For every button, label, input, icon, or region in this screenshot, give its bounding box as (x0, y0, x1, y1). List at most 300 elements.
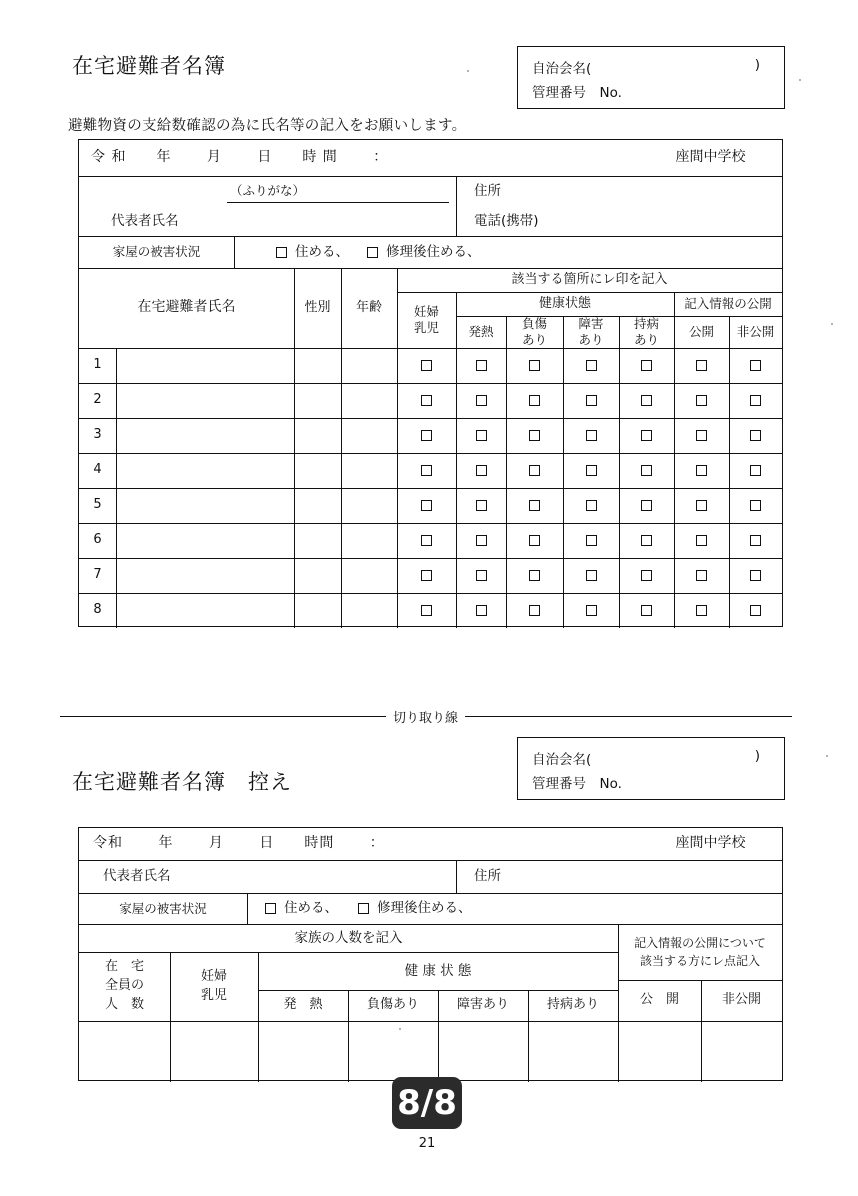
checkbox-glyph[interactable] (696, 500, 707, 511)
lower-document-title: 在宅避難者名簿 控え (72, 770, 292, 794)
upper-row-divider (619, 348, 620, 383)
checkbox-glyph[interactable] (421, 535, 432, 546)
upper-row-divider (341, 348, 342, 383)
checkbox-glyph[interactable] (641, 395, 652, 406)
checkbox-glyph[interactable] (529, 500, 540, 511)
checkbox-glyph[interactable] (529, 465, 540, 476)
upper-row-divider (506, 523, 507, 558)
upper-fever-checkbox-4[interactable] (456, 453, 506, 488)
upper-row-divider (341, 593, 342, 628)
upper-date-line: 令 和 年 月 日 時 間 ： (91, 149, 389, 166)
upper-row-divider (619, 523, 620, 558)
upper-name-field-7[interactable] (116, 558, 294, 593)
page-badge: 8/8 (392, 1077, 462, 1129)
checkbox-glyph[interactable] (750, 465, 761, 476)
upper-association-name-label: 自治会名( (532, 61, 592, 77)
lower-th-disclosure-note (618, 924, 782, 980)
upper-row-divider (729, 453, 730, 488)
upper-row-divider (506, 488, 507, 523)
upper-chronic-checkbox-6[interactable] (619, 523, 674, 558)
checkbox-glyph[interactable] (529, 360, 540, 371)
checkbox-glyph[interactable] (586, 605, 597, 616)
upper-private-checkbox-7[interactable] (729, 558, 782, 593)
upper-damage-label: 家屋の被害状況 (112, 244, 201, 260)
upper-row-divider (397, 593, 398, 628)
checkbox-glyph[interactable] (476, 605, 487, 616)
upper-row-divider (619, 418, 620, 453)
upper-row-divider (294, 523, 295, 558)
upper-row-number-3: 3 (93, 427, 102, 443)
checkbox-glyph[interactable] (696, 605, 707, 616)
checkbox-glyph[interactable] (476, 500, 487, 511)
upper-chronic-checkbox-1[interactable] (619, 348, 674, 383)
upper-public-checkbox-5[interactable] (674, 488, 729, 523)
upper-row-number-6: 6 (93, 532, 102, 548)
lower-th-disclosure-note-l1: 記入情報の公開について (634, 936, 766, 950)
upper-row-divider (341, 418, 342, 453)
lower-th-infant: 乳児 (200, 987, 227, 1003)
upper-row-divider (674, 453, 675, 488)
upper-th-chronic (619, 316, 674, 348)
lower-association-name-label: 自治会名( (532, 752, 592, 768)
upper-injury-checkbox-4[interactable] (506, 453, 563, 488)
lower-repairable-checkbox[interactable] (358, 903, 369, 914)
checkbox-glyph[interactable] (586, 500, 597, 511)
lower-entry-fever[interactable] (258, 1021, 348, 1082)
upper-row-divider (563, 453, 564, 488)
upper-disability-checkbox-1[interactable] (563, 348, 619, 383)
upper-th-injury-l2: あり (521, 332, 547, 347)
checkbox-glyph[interactable] (476, 465, 487, 476)
upper-pregnant-infant-checkbox-6[interactable] (397, 523, 456, 558)
upper-row-divider (456, 558, 457, 593)
scan-speck (399, 1028, 401, 1030)
upper-public-checkbox-2[interactable] (674, 383, 729, 418)
upper-disability-checkbox-5[interactable] (563, 488, 619, 523)
upper-th-disclosure-group: 記入情報の公開 (684, 296, 772, 312)
checkbox-glyph[interactable] (529, 570, 540, 581)
upper-age-field-6[interactable] (341, 523, 397, 558)
upper-th-health-status: 健康状態 (538, 295, 591, 311)
upper-row-divider (116, 453, 117, 488)
upper-row-divider (619, 488, 620, 523)
upper-age-field-8[interactable] (341, 593, 397, 628)
upper-fever-checkbox-8[interactable] (456, 593, 506, 628)
lower-th-household-total (79, 952, 170, 1021)
upper-name-field-2[interactable] (116, 383, 294, 418)
checkbox-glyph[interactable] (750, 500, 761, 511)
upper-row-divider (294, 418, 295, 453)
upper-livable-label: 住める、 (295, 243, 349, 260)
lower-school-name: 座間中学校 (675, 835, 746, 852)
checkbox-glyph[interactable] (696, 465, 707, 476)
upper-row-divider (456, 348, 457, 383)
upper-row-divider (674, 523, 675, 558)
lower-entry-injury[interactable] (348, 1021, 438, 1082)
upper-private-checkbox-4[interactable] (729, 453, 782, 488)
upper-name-field-8[interactable] (116, 593, 294, 628)
upper-row-divider (456, 418, 457, 453)
lower-entry-household-total[interactable] (79, 1021, 170, 1082)
upper-name-field-3[interactable] (116, 418, 294, 453)
upper-age-field-3[interactable] (341, 418, 397, 453)
upper-row-divider (563, 558, 564, 593)
lower-th-disclosure-note-l2: 該当する方にレ点記入 (639, 954, 760, 968)
upper-disability-checkbox-7[interactable] (563, 558, 619, 593)
upper-age-field-2[interactable] (341, 383, 397, 418)
lower-repairable-label: 修理後住める、 (377, 900, 472, 917)
upper-row-divider (729, 418, 730, 453)
lower-th-private: 非公開 (721, 992, 761, 1008)
checkbox-glyph[interactable] (529, 430, 540, 441)
upper-th-infant: 乳児 (413, 320, 439, 335)
lower-th-pregnant-infant (170, 952, 258, 1021)
upper-address-label: 住所 (474, 182, 501, 199)
upper-th-fever: 発熱 (468, 324, 494, 340)
upper-disability-checkbox-8[interactable] (563, 593, 619, 628)
upper-row-divider (397, 453, 398, 488)
upper-form-table (78, 139, 783, 627)
checkbox-glyph[interactable] (586, 430, 597, 441)
upper-row-number-7: 7 (93, 567, 102, 583)
upper-control-number-label: 管理番号 No. (532, 85, 622, 101)
checkbox-glyph[interactable] (586, 395, 597, 406)
upper-injury-checkbox-6[interactable] (506, 523, 563, 558)
upper-th-disability-l2: あり (578, 332, 604, 347)
upper-fever-checkbox-3[interactable] (456, 418, 506, 453)
upper-th-chronic-l2: あり (633, 332, 659, 347)
checkbox-glyph[interactable] (696, 430, 707, 441)
upper-row-divider (456, 488, 457, 523)
checkbox-glyph[interactable] (641, 605, 652, 616)
upper-row-divider (729, 348, 730, 383)
upper-row-divider (674, 593, 675, 628)
upper-row-divider (456, 593, 457, 628)
lower-livable-checkbox[interactable] (265, 903, 276, 914)
upper-private-checkbox-3[interactable] (729, 418, 782, 453)
upper-injury-checkbox-3[interactable] (506, 418, 563, 453)
checkbox-glyph[interactable] (476, 395, 487, 406)
upper-fever-checkbox-6[interactable] (456, 523, 506, 558)
upper-disability-checkbox-4[interactable] (563, 453, 619, 488)
lower-th-pregnant: 妊婦 (200, 968, 227, 984)
upper-disability-checkbox-3[interactable] (563, 418, 619, 453)
upper-row-divider (619, 593, 620, 628)
upper-furigana-input-line[interactable] (227, 202, 449, 203)
upper-row-divider (294, 558, 295, 593)
upper-th-pregnant: 妊婦 (413, 304, 439, 320)
upper-public-checkbox-1[interactable] (674, 348, 729, 383)
lower-entry-chronic[interactable] (528, 1021, 618, 1082)
lower-th-household-total-l2: 全員の (104, 978, 144, 994)
lower-damage-options (247, 893, 782, 924)
lower-entry-private[interactable] (701, 1021, 782, 1082)
checkbox-glyph[interactable] (696, 395, 707, 406)
upper-fever-checkbox-2[interactable] (456, 383, 506, 418)
upper-gender-field-4[interactable] (294, 453, 341, 488)
upper-private-checkbox-5[interactable] (729, 488, 782, 523)
cut-line-label: 切り取り線 (386, 707, 465, 726)
upper-row-divider (619, 558, 620, 593)
lower-entry-disability[interactable] (438, 1021, 528, 1082)
upper-row-number-5: 5 (93, 497, 102, 513)
upper-row-divider (294, 348, 295, 383)
lower-th-public: 公 開 (639, 992, 679, 1008)
upper-private-checkbox-6[interactable] (729, 523, 782, 558)
checkbox-glyph[interactable] (421, 430, 432, 441)
upper-row-number-2: 2 (93, 392, 102, 408)
upper-gender-field-6[interactable] (294, 523, 341, 558)
upper-age-field-4[interactable] (341, 453, 397, 488)
upper-age-field-5[interactable] (341, 488, 397, 523)
upper-injury-checkbox-7[interactable] (506, 558, 563, 593)
checkbox-glyph[interactable] (750, 395, 761, 406)
upper-row-divider (397, 348, 398, 383)
upper-th-disability-l1: 障害 (578, 316, 604, 332)
upper-row-divider (563, 348, 564, 383)
upper-injury-checkbox-5[interactable] (506, 488, 563, 523)
upper-th-injury (506, 316, 563, 348)
upper-row-number-4: 4 (93, 462, 102, 478)
upper-school-name: 座間中学校 (675, 149, 746, 166)
upper-pregnant-infant-checkbox-8[interactable] (397, 593, 456, 628)
upper-gender-field-1[interactable] (294, 348, 341, 383)
upper-fever-checkbox-1[interactable] (456, 348, 506, 383)
upper-row-divider (116, 418, 117, 453)
upper-row-divider (506, 418, 507, 453)
upper-name-field-1[interactable] (116, 348, 294, 383)
upper-row-divider (397, 523, 398, 558)
upper-row-divider (397, 488, 398, 523)
checkbox-glyph[interactable] (586, 360, 597, 371)
upper-public-checkbox-3[interactable] (674, 418, 729, 453)
upper-row-divider (397, 383, 398, 418)
upper-row-divider (341, 453, 342, 488)
upper-row-number-8: 8 (93, 602, 102, 618)
upper-private-checkbox-1[interactable] (729, 348, 782, 383)
upper-name-field-4[interactable] (116, 453, 294, 488)
upper-pregnant-infant-checkbox-4[interactable] (397, 453, 456, 488)
checkbox-glyph[interactable] (421, 465, 432, 476)
upper-name-field-5[interactable] (116, 488, 294, 523)
lower-th-family-count: 家族の人数を記入 (294, 929, 403, 946)
upper-row-divider (506, 593, 507, 628)
upper-injury-checkbox-8[interactable] (506, 593, 563, 628)
lower-association-box (517, 737, 785, 800)
upper-representative-label: 代表者氏名 (111, 212, 179, 229)
upper-association-box (517, 46, 785, 109)
lower-entry-public[interactable] (618, 1021, 701, 1082)
upper-th-injury-l1: 負傷 (521, 316, 547, 332)
upper-phone-label: 電話(携帯) (474, 212, 539, 229)
upper-row-divider (674, 488, 675, 523)
checkbox-glyph[interactable] (529, 535, 540, 546)
checkbox-glyph[interactable] (586, 570, 597, 581)
upper-row-divider (341, 523, 342, 558)
upper-age-field-1[interactable] (341, 348, 397, 383)
checkbox-glyph[interactable] (641, 500, 652, 511)
lower-th-household-total-l1: 在 宅 (104, 959, 144, 975)
upper-th-age: 年齢 (355, 299, 382, 315)
upper-row-divider (563, 593, 564, 628)
upper-row-divider (341, 488, 342, 523)
checkbox-glyph[interactable] (641, 360, 652, 371)
upper-furigana-label: （ふりがな） (229, 183, 305, 199)
upper-row-divider (674, 418, 675, 453)
upper-th-gender: 性別 (304, 299, 331, 315)
upper-row-divider (116, 593, 117, 628)
upper-private-checkbox-2[interactable] (729, 383, 782, 418)
upper-chronic-checkbox-5[interactable] (619, 488, 674, 523)
upper-row-divider (563, 523, 564, 558)
upper-row-divider (563, 488, 564, 523)
checkbox-glyph[interactable] (750, 570, 761, 581)
checkbox-glyph[interactable] (641, 465, 652, 476)
checkbox-glyph[interactable] (750, 605, 761, 616)
checkbox-glyph[interactable] (421, 605, 432, 616)
upper-disability-checkbox-6[interactable] (563, 523, 619, 558)
upper-row-divider (116, 488, 117, 523)
checkbox-glyph[interactable] (586, 465, 597, 476)
checkbox-glyph[interactable] (641, 430, 652, 441)
scan-speck (799, 79, 801, 81)
lower-th-chronic: 持病あり (546, 997, 599, 1013)
upper-pregnant-infant-checkbox-2[interactable] (397, 383, 456, 418)
upper-public-checkbox-6[interactable] (674, 523, 729, 558)
lower-th-injury: 負傷あり (366, 997, 419, 1013)
upper-public-checkbox-8[interactable] (674, 593, 729, 628)
checkbox-glyph[interactable] (476, 570, 487, 581)
checkbox-glyph[interactable] (696, 360, 707, 371)
upper-pregnant-infant-checkbox-3[interactable] (397, 418, 456, 453)
upper-gender-field-5[interactable] (294, 488, 341, 523)
upper-th-public: 公開 (688, 324, 714, 340)
upper-chronic-checkbox-7[interactable] (619, 558, 674, 593)
upper-row-divider (729, 488, 730, 523)
upper-chronic-checkbox-4[interactable] (619, 453, 674, 488)
upper-th-disability (563, 316, 619, 348)
lower-entry-pregnant-infant[interactable] (170, 1021, 258, 1082)
upper-gender-field-7[interactable] (294, 558, 341, 593)
lower-th-fever: 発 熱 (283, 997, 323, 1013)
lower-livable-label: 住める、 (284, 900, 338, 917)
checkbox-glyph[interactable] (529, 395, 540, 406)
upper-damage-options (234, 236, 782, 268)
upper-chronic-checkbox-8[interactable] (619, 593, 674, 628)
upper-row-divider (506, 558, 507, 593)
upper-chronic-checkbox-3[interactable] (619, 418, 674, 453)
checkbox-glyph[interactable] (476, 360, 487, 371)
upper-injury-checkbox-1[interactable] (506, 348, 563, 383)
upper-row-divider (397, 558, 398, 593)
upper-row-divider (294, 453, 295, 488)
upper-name-field-6[interactable] (116, 523, 294, 558)
upper-row-divider (341, 558, 342, 593)
checkbox-glyph[interactable] (586, 535, 597, 546)
upper-pregnant-infant-checkbox-7[interactable] (397, 558, 456, 593)
checkbox-glyph[interactable] (421, 395, 432, 406)
checkbox-glyph[interactable] (476, 430, 487, 441)
upper-injury-checkbox-2[interactable] (506, 383, 563, 418)
upper-row-divider (294, 593, 295, 628)
upper-th-check-instruction: 該当する箇所にレ印を記入 (511, 271, 668, 287)
upper-document-title: 在宅避難者名簿 (72, 54, 226, 78)
checkbox-glyph[interactable] (421, 500, 432, 511)
lower-representative-label: 代表者氏名 (103, 868, 171, 885)
upper-repairable-checkbox[interactable] (367, 247, 378, 258)
upper-row-divider (506, 383, 507, 418)
upper-row-divider (116, 348, 117, 383)
upper-association-paren-close: ) (754, 57, 760, 73)
upper-row-divider (341, 383, 342, 418)
checkbox-glyph[interactable] (696, 570, 707, 581)
checkbox-glyph[interactable] (696, 535, 707, 546)
upper-row-divider (506, 453, 507, 488)
lower-date-line: 令和 年 月 日 時間 ： (93, 835, 385, 852)
upper-row-divider (294, 383, 295, 418)
checkbox-glyph[interactable] (421, 360, 432, 371)
upper-fever-checkbox-7[interactable] (456, 558, 506, 593)
scan-speck (826, 755, 828, 757)
checkbox-glyph[interactable] (750, 535, 761, 546)
upper-private-checkbox-8[interactable] (729, 593, 782, 628)
upper-row-divider (294, 488, 295, 523)
upper-gender-field-2[interactable] (294, 383, 341, 418)
upper-row-divider (674, 558, 675, 593)
upper-gender-field-3[interactable] (294, 418, 341, 453)
upper-row-divider (563, 383, 564, 418)
upper-row-divider (506, 348, 507, 383)
upper-livable-checkbox[interactable] (276, 247, 287, 258)
checkbox-glyph[interactable] (750, 430, 761, 441)
upper-age-field-7[interactable] (341, 558, 397, 593)
lower-th-health-status: 健 康 状 態 (404, 962, 472, 979)
upper-public-checkbox-4[interactable] (674, 453, 729, 488)
upper-row-divider (729, 383, 730, 418)
upper-row-divider (397, 418, 398, 453)
checkbox-glyph[interactable] (641, 535, 652, 546)
upper-fever-checkbox-5[interactable] (456, 488, 506, 523)
lower-association-paren-close: ) (754, 748, 760, 764)
upper-row-number-1: 1 (93, 357, 102, 373)
upper-row-divider (563, 418, 564, 453)
upper-row-divider (729, 523, 730, 558)
upper-chronic-checkbox-2[interactable] (619, 383, 674, 418)
checkbox-glyph[interactable] (750, 360, 761, 371)
checkbox-glyph[interactable] (421, 570, 432, 581)
checkbox-glyph[interactable] (476, 535, 487, 546)
upper-row-divider (619, 383, 620, 418)
upper-gender-field-8[interactable] (294, 593, 341, 628)
lower-address-label: 住所 (474, 868, 501, 885)
upper-row-divider (456, 523, 457, 558)
upper-th-private: 非公開 (736, 324, 775, 340)
upper-th-chronic-l1: 持病 (633, 316, 659, 332)
upper-repairable-label: 修理後住める、 (386, 243, 481, 260)
upper-row-divider (116, 383, 117, 418)
upper-row-divider (674, 348, 675, 383)
lower-th-disability: 障害あり (456, 997, 509, 1013)
upper-row-divider (116, 558, 117, 593)
upper-pregnant-infant-checkbox-1[interactable] (397, 348, 456, 383)
upper-th-name: 在宅避難者氏名 (137, 299, 236, 316)
upper-row-divider (729, 593, 730, 628)
upper-public-checkbox-7[interactable] (674, 558, 729, 593)
upper-disability-checkbox-2[interactable] (563, 383, 619, 418)
upper-pregnant-infant-checkbox-5[interactable] (397, 488, 456, 523)
checkbox-glyph[interactable] (641, 570, 652, 581)
checkbox-glyph[interactable] (529, 605, 540, 616)
